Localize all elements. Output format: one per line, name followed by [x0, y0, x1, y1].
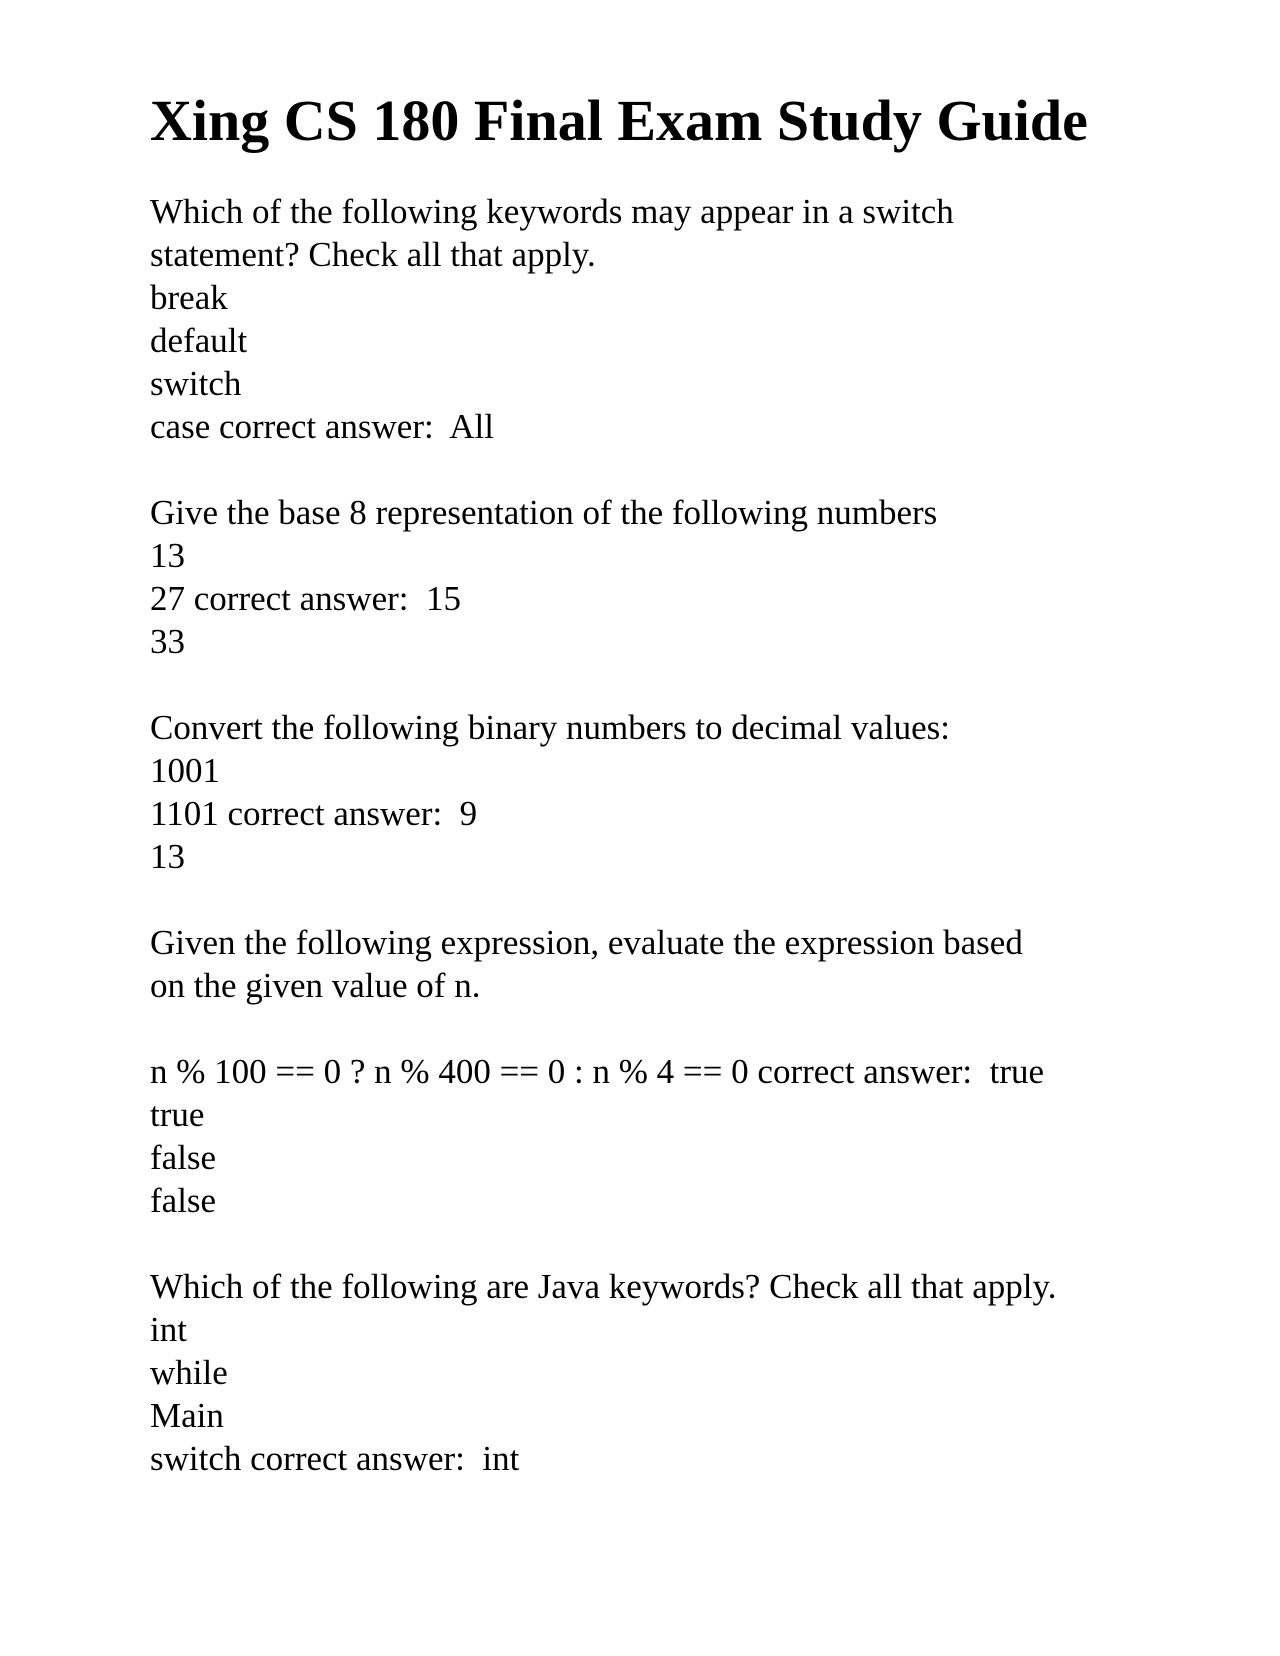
- option-line: false: [150, 1138, 217, 1177]
- question-text-line: Give the base 8 representation of the following numbers: [150, 493, 938, 532]
- option-answer-line: case correct answer: All: [150, 407, 495, 446]
- option-line: Main: [150, 1396, 224, 1435]
- option-line: break: [150, 278, 228, 317]
- document-page: [150, 76, 1150, 1523]
- question-text-line: Which of the following are Java keywords? Check all that apply.: [150, 1267, 1057, 1306]
- option-line: false: [150, 1181, 217, 1220]
- option-line: 13: [150, 837, 185, 876]
- option-line: int: [150, 1310, 187, 1349]
- page-title: Xing CS 180 Final Exam Study Guide: [150, 88, 1088, 153]
- option-answer-line: switch correct answer: int: [150, 1439, 520, 1478]
- question-text-line: statement? Check all that apply.: [150, 235, 596, 274]
- question-java-keywords: [150, 1265, 1150, 1480]
- question-switch-keywords: [150, 190, 1150, 448]
- question-text-line: Which of the following keywords may appear in a switch: [150, 192, 954, 231]
- blank-line: [150, 1007, 1150, 1050]
- question-evaluate-expression: [150, 921, 1150, 1222]
- option-line: 33: [150, 622, 185, 661]
- option-line: while: [150, 1353, 228, 1392]
- option-answer-line: 1101 correct answer: 9: [150, 794, 478, 833]
- option-line: switch: [150, 364, 242, 403]
- question-text-line: Given the following expression, evaluate the expression based: [150, 923, 1023, 962]
- option-line: 13: [150, 536, 185, 575]
- question-text-line: on the given value of n.: [150, 966, 481, 1005]
- option-answer-line: 27 correct answer: 15: [150, 579, 461, 618]
- option-line: default: [150, 321, 248, 360]
- option-line: 1001: [150, 751, 220, 790]
- question-binary-to-decimal: [150, 706, 1150, 878]
- expression-answer-line: n % 100 == 0 ? n % 400 == 0 : n % 4 == 0 correct answer: true: [150, 1052, 1045, 1091]
- question-base-8: [150, 491, 1150, 663]
- question-text-line: Convert the following binary numbers to decimal values:: [150, 708, 950, 747]
- option-line: true: [150, 1095, 205, 1134]
